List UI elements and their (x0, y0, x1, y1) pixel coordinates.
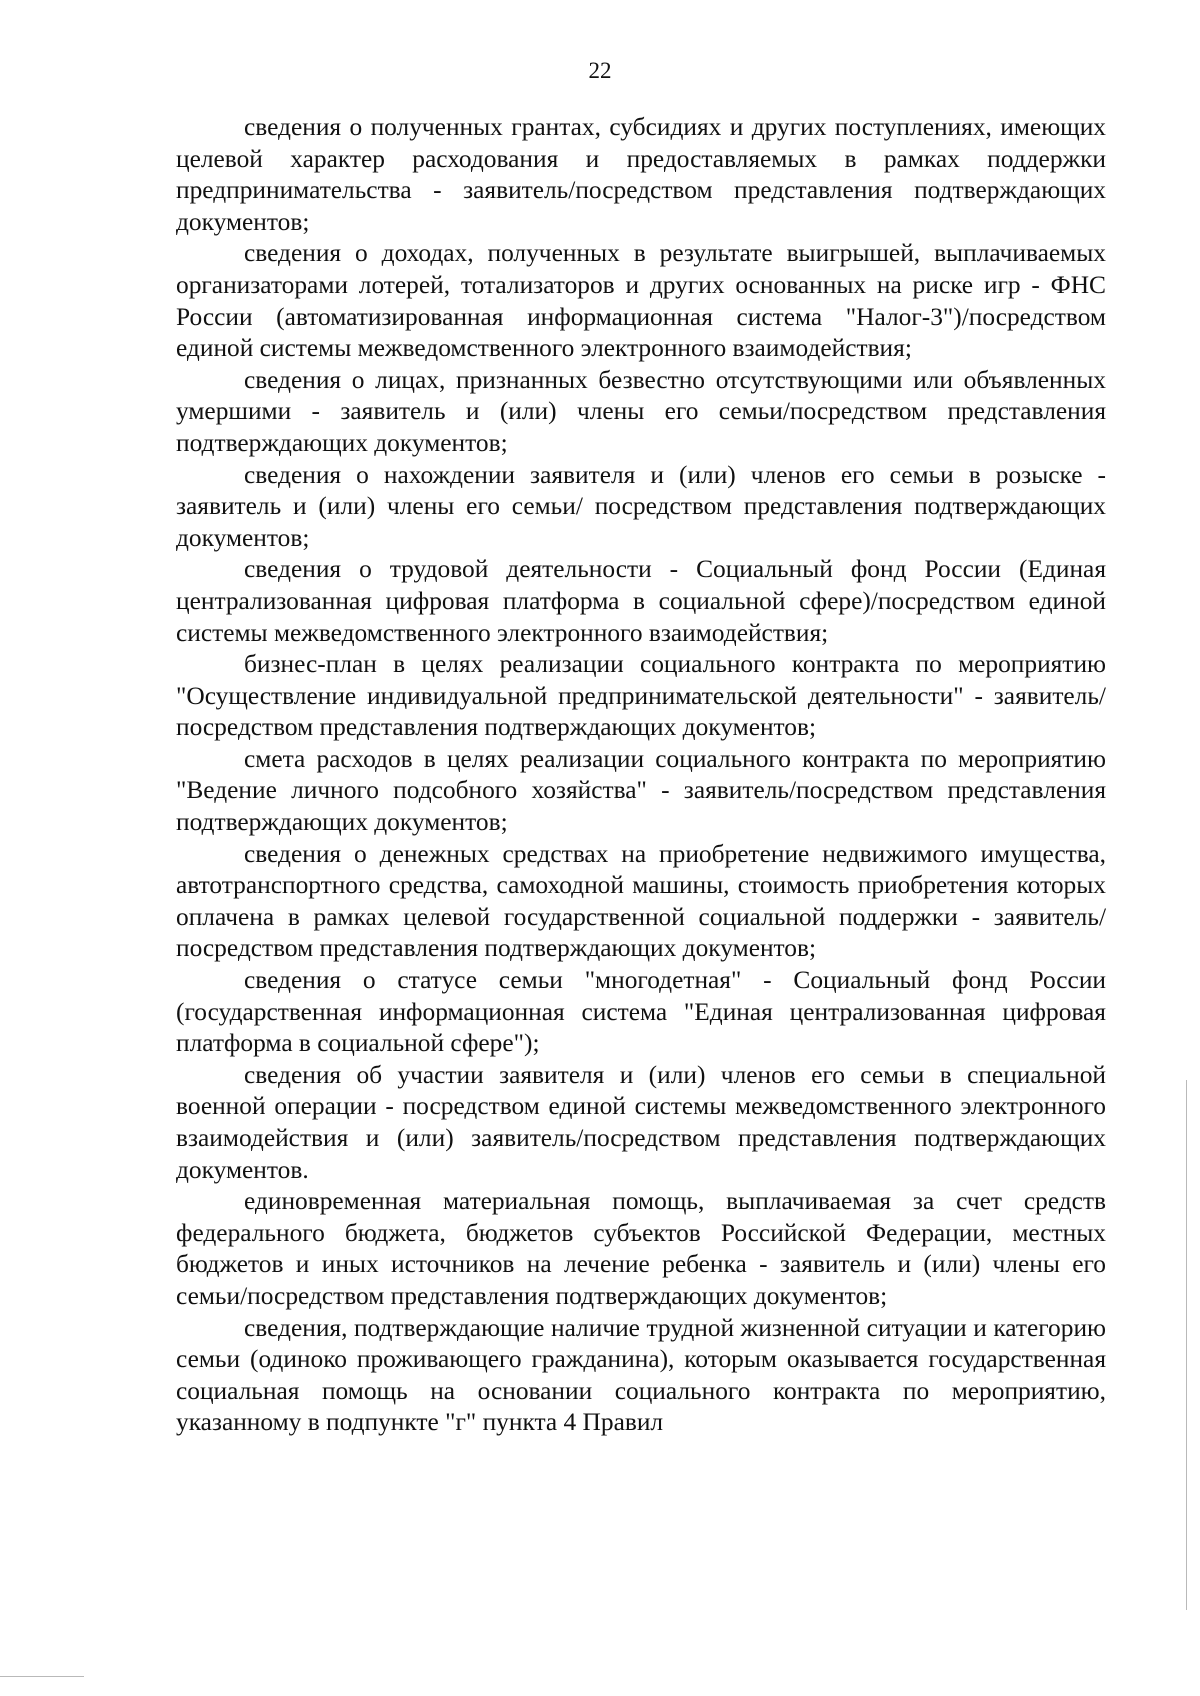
paragraph-wanted-status: сведения о нахождении заявителя и (или) членов его семьи в розыске - заявитель и (или) члены его семьи/ посредством представления подтверждающих документов; (176, 460, 1106, 552)
paragraph-military-operation: сведения об участии заявителя и (или) членов его семьи в специальной военной операции - посредством единой системы межведомственного электронного взаимодействия и (или) заявитель/посредством представления подтверждающих документов. (176, 1060, 1106, 1184)
paragraph-lottery-income: сведения о доходах, полученных в результате выигрышей, выплачиваемых организаторами лотерей, тотализаторов и других основанных на риске игр - ФНС России (автоматизированная информационная система "Налог-3")/посредством единой системы межведомственного электронного взаимодействия; (176, 239, 1106, 363)
paragraph-missing-persons: сведения о лицах, признанных безвестно отсутствующими или объявленных умершими - заявитель и (или) члены его семьи/посредством представления подтверждающих документов; (176, 365, 1106, 457)
paragraph-employment: сведения о трудовой деятельности - Социальный фонд России (Единая централизованная цифровая платформа в социальной сфере)/посредством единой системы межведомственного электронного взаимодействия; (176, 555, 1106, 647)
paragraph-large-family: сведения о статусе семьи "многодетная" - Социальный фонд России (государственная информационная система "Единая централизованная цифровая платформа в социальной сфере"); (176, 966, 1106, 1058)
paragraph-property-funds: сведения о денежных средствах на приобретение недвижимого имущества, автотранспортного средства, самоходной машины, стоимость приобретения которых оплачена в рамках целевой государственной социальной поддержки - заявитель/посредством представления подтверждающих документов; (176, 839, 1106, 963)
scan-edge-line-right (1186, 1080, 1187, 1610)
paragraph-hardship: сведения, подтверждающие наличие трудной жизненной ситуации и категорию семьи (одиноко проживающего гражданина), которым оказывается государственная социальная помощь на основании социального контракта по мероприятию, указанному в подпункте "г" пункта 4 Правил (176, 1313, 1106, 1437)
document-body (176, 112, 1106, 1439)
scan-edge-line-bottom (0, 1676, 84, 1677)
paragraph-grants: сведения о полученных грантах, субсидиях и других поступлениях, имеющих целевой характер расходования и предоставляемых в рамках поддержки предпринимательства - заявитель/посредством представления подтверждающих документов; (176, 113, 1106, 236)
paragraph-business-plan: бизнес-план в целях реализации социального контракта по мероприятию "Осуществление индивидуальной предпринимательской деятельности" - заявитель/посредством представления подтверждающих документов; (176, 650, 1106, 742)
paragraph-cost-estimate: смета расходов в целях реализации социального контракта по мероприятию "Ведение личного подсобного хозяйства" - заявитель/посредством представления подтверждающих документов; (176, 744, 1106, 837)
page-number: 22 (588, 58, 612, 83)
paragraph-medical-aid: единовременная материальная помощь, выплачиваемая за счет средств федерального бюджета, бюджетов субъектов Российской Федерации, местных бюджетов и иных источников на лечение ребенка - заявитель и (или) члены его семьи/посредством представления подтверждающих документов; (176, 1187, 1106, 1310)
